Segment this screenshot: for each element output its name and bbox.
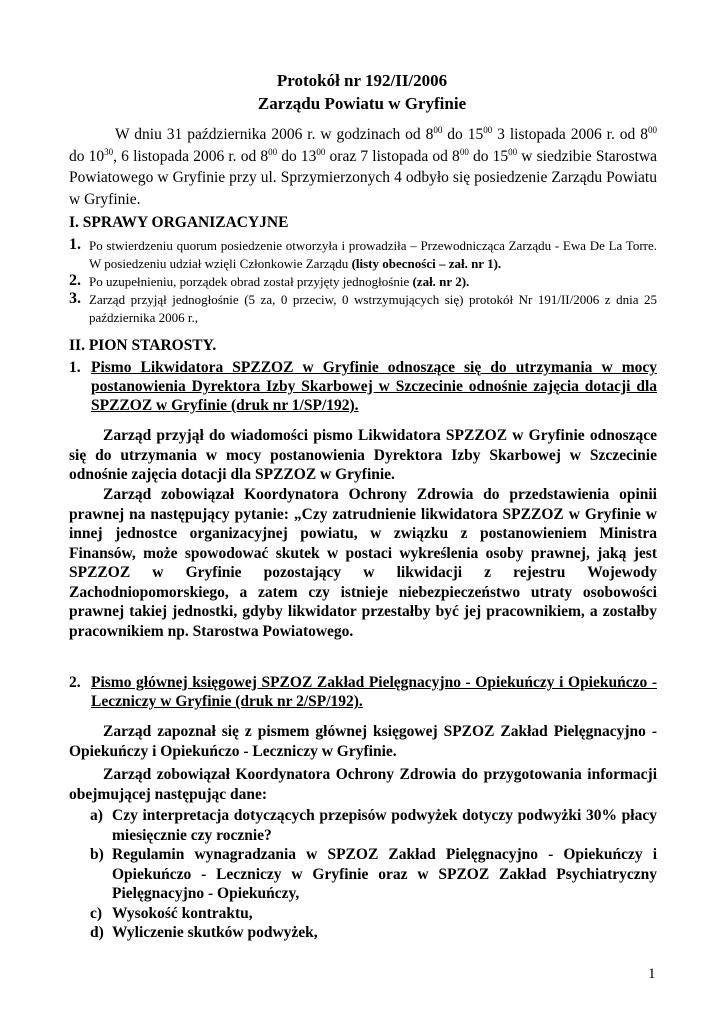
agenda-item-title: 1. Pismo Likwidatora SPZZOZ w Gryfinie odnoszące się do utrzymania w mocy postanowienia Dyrektora Izby Skarbowej w Szczecinie odnośnie zajęcia dotacji dla SPZZOZ w Gryfinie (druk nr 1/SP/192). [69, 359, 657, 414]
document-title: Protokół nr 192/II/2006 [276, 71, 448, 90]
list-item: 2. Po uzupełnieniu, porządek obrad został przyjęty jednogłośnie (zał. nr 2). [69, 272, 470, 289]
section-heading-organizational: I. SPRAWY ORGANIZACYJNE [69, 214, 289, 231]
list-item: 3. Zarząd przyjął jednogłośnie (5 za, 0 przeciw, 0 wstrzymujących się) protokół Nr 191/II/2006 z dnia 25 października 2006 r., [69, 290, 657, 325]
sub-list [90, 806, 657, 943]
paragraph: Zarząd przyjął do wiadomości pismo Likwidatora SPZZOZ w Gryfinie odnoszące się do utrzymania w mocy postanowienia Dyrektora Izby Skarbowej w Szczecinie odnośnie zajęcia dotacji dla SPZZOZ w Gryfinie. [69, 427, 657, 483]
section-heading-starosta: II. PION STAROSTY. [69, 337, 217, 354]
list-item: 1. Po stwierdzeniu quorum posiedzenie otworzyła i prowadziła – Przewodnicząca Zarządu - Ewa De La Torre. W posiedzeniu udział wzięli Członkowie Zarządu (listy obecności – zał. nr 1). [69, 236, 657, 271]
page-number: 1 [648, 966, 656, 982]
agenda-item-title: 2. Pismo głównej księgowej SPZOZ Zakład Pielęgnacyjno - Opiekuńczy i Opiekuńczo - Leczniczy w Gryfinie (druk nr 2/SP/192). [69, 674, 657, 710]
paragraph: Zarząd zobowiązał Koordynatora Ochrony Zdrowia do przedstawienia opinii prawnej na następujący pytanie: „Czy zatrudnienie likwidatora SPZZOZ w Gryfinie w innej jednostce organizacyjnej powiatu, w związku z postanowieniem Ministra Finansów, może spowodować skutek w postaci wykreślenia osoby prawnej, jaką jest SPZZOZ w Gryfinie pozostający w likwidacji z rejestru Wojewody Zachodniopomorskiego, a zatem czy istnieje niebezpieczeństwo utraty osobowości prawnej takiej jednostki, gdyby likwidator przestałby być jej pracownikiem, a zostałby pracownikiem np. Starostwa Powiatowego. [69, 486, 657, 640]
paragraph: Zarząd zapoznał się z pismem głównej księgowej SPZOZ Zakład Pielęgnacyjno - Opiekuńczy i Opiekuńczo - Leczniczy w Gryfinie. [69, 723, 657, 760]
sub-list-item: b) Regulamin wynagradzania w SPZOZ Zakład Pielęgnacyjno - Opiekuńczy i Opiekuńczo - Leczniczy w Gryfinie oraz w SPZOZ Zakład Psychiatryczny Pielęgnacyjno - Opiekuńczy, [90, 846, 657, 902]
sub-list-item: d) Wyliczenie skutków podwyżek, [90, 924, 318, 941]
sub-list-item: a) Czy interpretacja dotyczących przepisów podwyżek dotyczy podwyżki 30% płacy miesięcznie czy rocznie? [90, 807, 657, 844]
document-subtitle: Zarządu Powiatu w Gryfinie [257, 94, 467, 113]
sub-list-item: c) Wysokość kontraktu, [90, 904, 253, 922]
intro-paragraph: W dniu 31 października 2006 r. w godzinach od $8^{00}$ do $15^{00}$ 3 listopada 2006 r. od $8^{00}$ do $10^{30}$, 6 listopada 2006 r. od $8^{00}$ do $13^{00}$ oraz 7 listopada od $8^{00}$ do $15^{00}$ w siedzibie Starostwa Powiatowego w Gryfinie przy ul. Sprzymierzonych 4 odbyło się posiedzenie Zarządu Powiatu w Gryfinie. [69, 125, 657, 208]
paragraph: Zarząd zobowiązał Koordynatora Ochrony Zdrowia do przygotowania informacji obejmującej następując dane: [69, 766, 657, 803]
